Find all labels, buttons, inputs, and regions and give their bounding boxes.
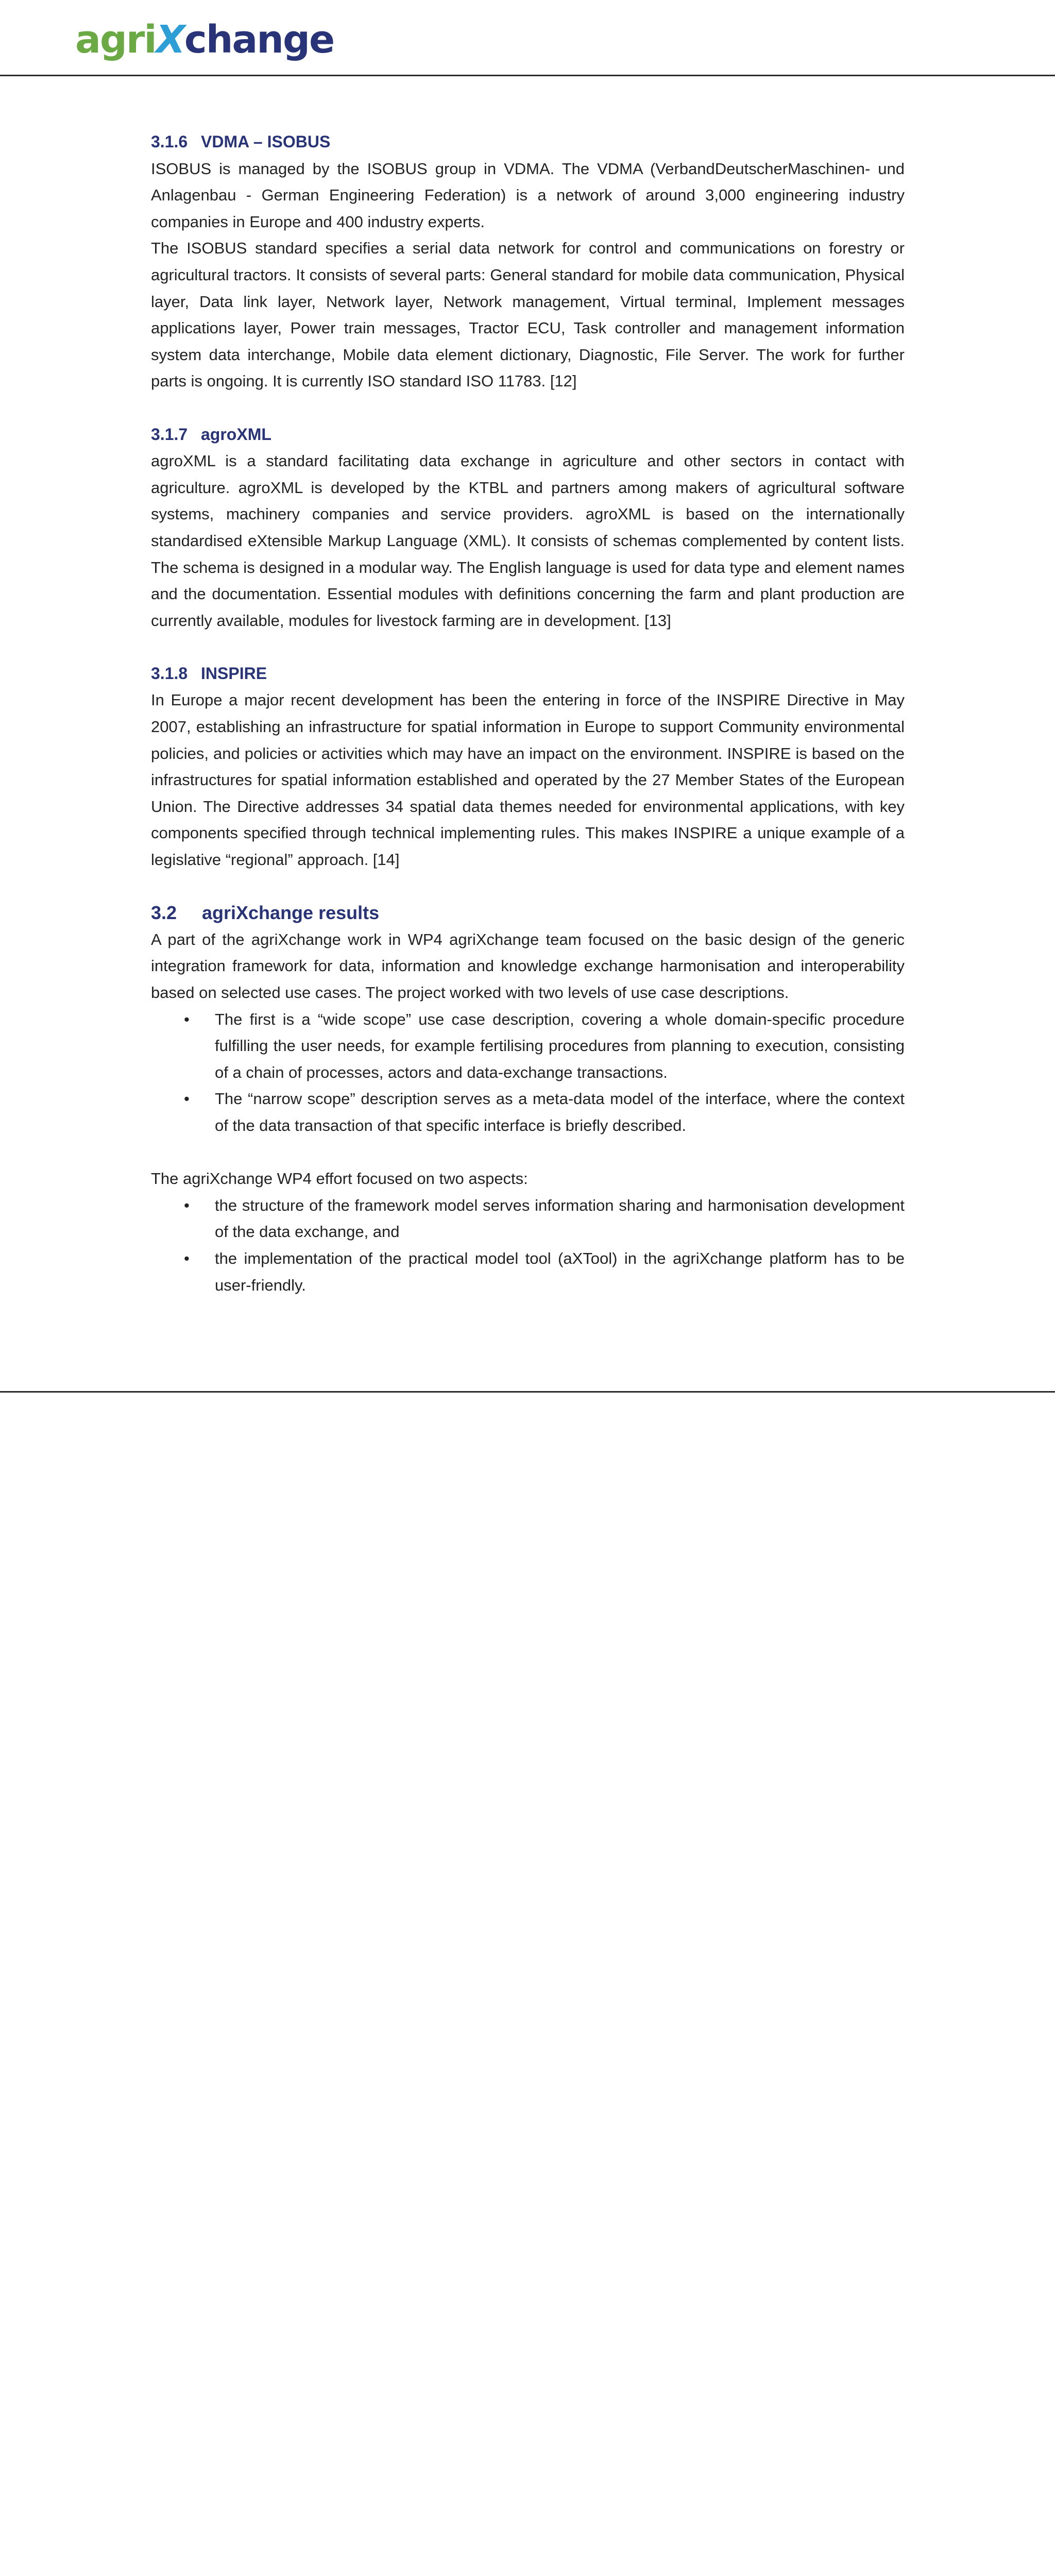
- section-heading-3-1-7: 3.1.7 agroXML: [151, 425, 271, 444]
- section-heading-3-1-6: 3.1.6 VDMA – ISOBUS: [151, 132, 331, 151]
- section-heading-3-1-8: 3.1.8 INSPIRE: [151, 664, 267, 683]
- paragraph: agroXML is a standard facilitating data exchange in agriculture and other sectors in contact with agriculture. agroXML is developed by the KTBL and partners among makers of agricultural software systems, machinery companies and service providers. agroXML is based on the internationally standardised eXtensible Markup Language (XML). It consists of schemas complemented by content lists. The schema is designed in a modular way. The English language is used for data type and element names and the documentation. Essential modules with definitions concerning the farm and plant production are currently available, modules for livestock farming are in development. [13]: [151, 452, 905, 630]
- bullet-icon: •: [184, 1010, 190, 1028]
- header-divider: [0, 75, 1055, 76]
- list-item: • The first is a “wide scope” use case description, covering a whole domain-specific procedure fulfilling the user needs, for example fertilising procedures from planning to execution, consisting of a chain of processes, actors and data-exchange transactions.: [151, 1006, 905, 1086]
- list-item: • the structure of the framework model serves information sharing and harmonisation development of the data exchange, and: [151, 1192, 905, 1245]
- paragraph: The ISOBUS standard specifies a serial data network for control and communications on forestry or agricultural tractors. It consists of several parts: General standard for mobile data communication, Physical layer, Data link layer, Network layer, Network management, Virtual terminal, Implement messages applications layer, Power train messages, Tractor ECU, Task controller and management information system data interchange, Mobile data element dictionary, Diagnostic, File Server. The work for further parts is ongoing. It is currently ISO standard ISO 11783. [12]: [151, 239, 905, 391]
- section-heading-3-2: 3.2 agriXchange results: [151, 902, 380, 924]
- bullet-icon: •: [184, 1196, 190, 1214]
- page-footer: [0, 1393, 1055, 1493]
- list-item: • the implementation of the practical model tool (aXTool) in the agriXchange platform has to be user-friendly.: [151, 1245, 905, 1298]
- paragraph: The agriXchange WP4 effort focused on two aspects:: [151, 1170, 528, 1188]
- bullet-list: [151, 1006, 905, 1139]
- paragraph: ISOBUS is managed by the ISOBUS group in VDMA. The VDMA (VerbandDeutscherMaschinen- und Anlagenbau - German Engineering Federation) is a network of around 3,000 engineering industry companies in Europe and 400 industry experts.: [151, 159, 905, 231]
- page-header: [0, 0, 1055, 76]
- paragraph: In Europe a major recent development has been the entering in force of the INSPIRE Directive in May 2007, establishing an infrastructure for spatial information in Europe to support Community environmental policies, and policies or activities which may have an impact on the environment. INSPIRE is based on the infrastructures for spatial information established and operated by the 27 Member States of the European Union. The Directive addresses 34 spatial data themes needed for environmental applications, with key components specified through technical implementing rules. This makes INSPIRE a unique example of a legislative “regional” approach. [14]: [151, 691, 905, 869]
- bullet-icon: •: [184, 1090, 190, 1108]
- list-item: • The “narrow scope” description serves as a meta-data model of the interface, where the context of the data transaction of that specific interface is briefly described.: [151, 1086, 905, 1139]
- bullet-icon: •: [184, 1249, 190, 1267]
- paragraph: A part of the agriXchange work in WP4 agriXchange team focused on the basic design of the generic integration framework for data, information and knowledge exchange harmonisation and interoperability based on selected use cases. The project worked with two levels of use case descriptions.: [151, 930, 905, 1002]
- document-body: [151, 129, 905, 1298]
- agrixchange-logo: agriXchange: [75, 18, 334, 62]
- bullet-list: [151, 1192, 905, 1298]
